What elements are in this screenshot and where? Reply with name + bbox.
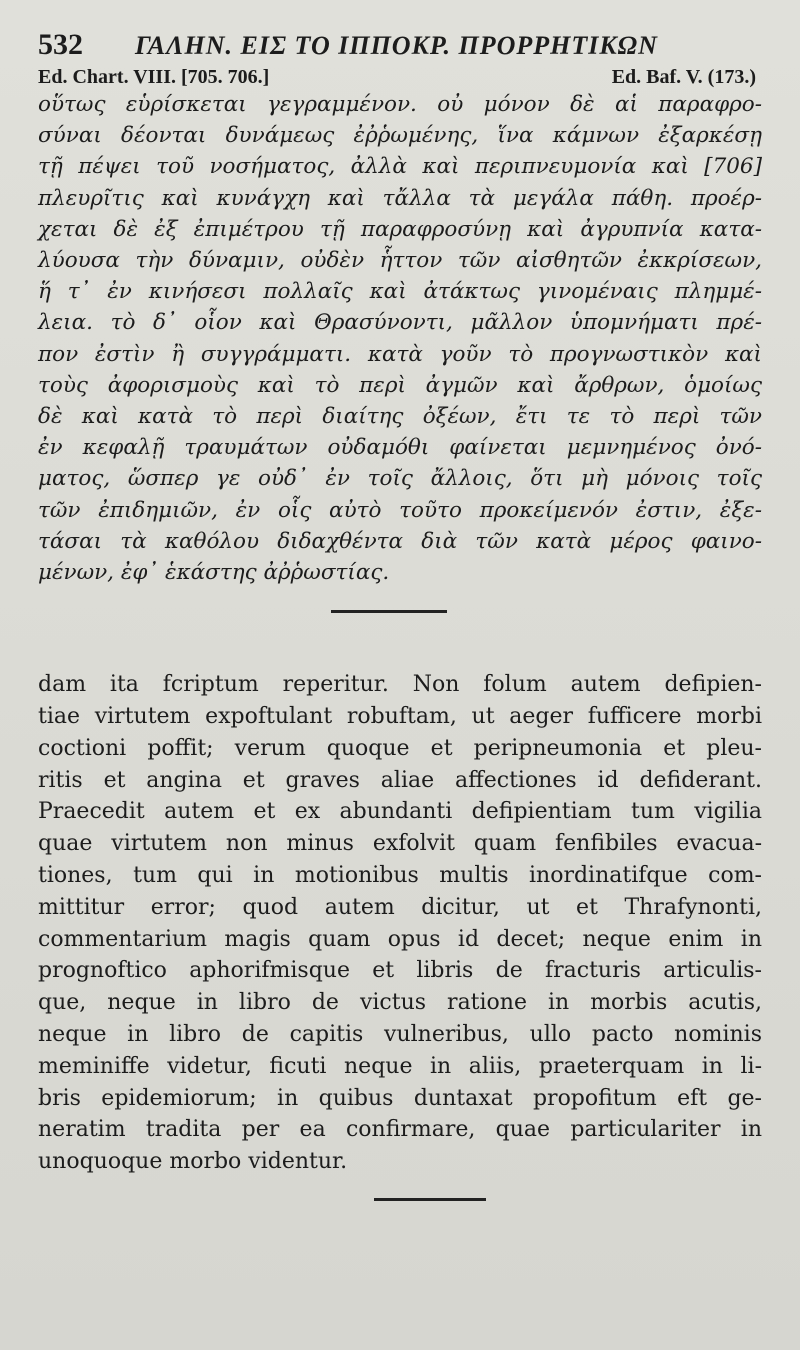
greek-text-line: χεται δὲ ἐξ ἐπιμέτρου τῇ παραφροσύνῃ καὶ ἀγρυπνία κατα- bbox=[38, 216, 762, 242]
greek-text-line: λύουσα τὴν δύναμιν, οὐδὲν ἧττον τῶν αἰσθητῶν ἐκκρίσεων, bbox=[38, 248, 762, 274]
greek-text-line: τῶν ἐπιδημιῶν, ἐν οἷς αὐτὸ τοῦτο προκείμενόν ἐστιν, ἐξε- bbox=[38, 497, 762, 523]
latin-text-line: dam ita fcriptum reperitur. Non folum autem defipien- bbox=[38, 672, 762, 698]
greek-text-line: ματος, ὥσπερ γε οὐδ᾽ ἐν τοῖς ἄλλοις, ὅτι μὴ μόνοις τοῖς bbox=[38, 466, 762, 492]
latin-text-line: neratim tradita per ea confirmare, quae particulariter in bbox=[38, 1117, 762, 1143]
latin-text-block bbox=[38, 669, 762, 1178]
edition-right: Ed. Baf. V. (173.) bbox=[611, 66, 756, 88]
latin-text-line: commentarium magis quam opus id decet; neque enim in bbox=[38, 926, 762, 952]
greek-text-line: σύναι δέονται δυνάμεως ἐῤῥωμένης, ἵνα κάμνων ἐξαρκέσῃ bbox=[38, 123, 762, 149]
greek-text-block bbox=[38, 89, 762, 588]
greek-text-line: μένων, ἐφ᾽ ἑκάστης ἀῤῥωστίας. bbox=[38, 560, 390, 586]
page-number: 532 bbox=[38, 28, 83, 61]
bleed-through-area bbox=[38, 617, 762, 669]
greek-text-line: τῇ πέψει τοῦ νοσήματος, ἀλλὰ καὶ περιπνευμονία καὶ [706] bbox=[38, 154, 762, 180]
latin-text-line: prognoftico aphorifmisque et libris de fracturis articulis- bbox=[38, 958, 762, 984]
latin-text-line: Praecedit autem et ex abundanti defipientiam tum vigilia bbox=[38, 799, 762, 825]
running-title: ΓΑΛΗΝ. ΕΙΣ ΤΟ ΙΠΠΟΚΡ. ΠΡΟΡΡΗΤΙΚΩΝ bbox=[135, 31, 658, 60]
running-head bbox=[38, 28, 762, 62]
greek-text-line: δὲ καὶ κατὰ τὸ περὶ διαίτης ὀξέων, ἔτι τε τὸ περὶ τῶν bbox=[38, 404, 762, 430]
latin-text-line: neque in libro de capitis vulneribus, ullo pacto nominis bbox=[38, 1022, 762, 1048]
greek-text-line: ἥ τ᾽ ἐν κινήσεσι πολλαῖς καὶ ἀτάκτως γινομέναις πλημμέ- bbox=[38, 279, 762, 305]
greek-text-line: τοὺς ἀφορισμοὺς καὶ τὸ περὶ ἀγμῶν καὶ ἄρθρων, ὁμοίως bbox=[38, 372, 762, 398]
latin-text-line: tiones, tum qui in motionibus multis inordinatifque com- bbox=[38, 863, 762, 889]
latin-text-line: ritis et angina et graves aliae affectiones id defiderant. bbox=[38, 767, 762, 793]
greek-text-line: τάσαι τὰ καθόλου διδαχθέντα διὰ τῶν κατὰ μέρος φαινο- bbox=[38, 528, 762, 554]
section-rule-bottom bbox=[374, 1198, 486, 1201]
latin-text-line: meminiffe videtur, ficuti neque in aliis, praeterquam in li- bbox=[38, 1053, 762, 1079]
greek-text-line: πον ἐστὶν ἢ συγγράμματι. κατὰ γοῦν τὸ προγνωστικὸν καὶ bbox=[38, 341, 762, 367]
latin-text-line: quae virtutem non minus exfolvit quam fenfibiles evacua- bbox=[38, 831, 762, 857]
latin-text-line: coctioni poffit; verum quoque et peripneumonia et pleu- bbox=[38, 735, 762, 761]
greek-text-line: λεια. τὸ δ᾽ οἷον καὶ Θρασύνοντι, μᾶλλον ὑπομνήματι πρέ- bbox=[38, 310, 762, 336]
greek-text-line: οὕτως εὑρίσκεται γεγραμμένον. οὐ μόνον δὲ αἱ παραφρο- bbox=[38, 92, 762, 117]
latin-text-line: que, neque in libro de victus ratione in morbis acutis, bbox=[38, 990, 762, 1016]
edition-line bbox=[38, 66, 762, 89]
latin-text-line: unoquoque morbo videntur. bbox=[38, 1149, 348, 1175]
greek-text-line: πλευρῖτις καὶ κυνάγχη καὶ τἄλλα τὰ μεγάλα πάθη. προέρ- bbox=[38, 185, 762, 211]
latin-text-line: tiae virtutem expoftulant robuftam, ut aeger fufficere morbi bbox=[38, 704, 762, 730]
latin-text-line: bris epidemiorum; in quibus duntaxat propofitum eft ge- bbox=[38, 1085, 762, 1111]
latin-text-line: mittitur error; quod autem dicitur, ut et Thrafynonti, bbox=[38, 894, 762, 920]
edition-left: Ed. Chart. VIII. [705. 706.] bbox=[38, 66, 270, 88]
section-rule-top bbox=[331, 610, 447, 613]
greek-text-line: ἐν κεφαλῇ τραυμάτων οὐδαμόθι φαίνεται μεμνημένος ὀνό- bbox=[38, 435, 762, 461]
